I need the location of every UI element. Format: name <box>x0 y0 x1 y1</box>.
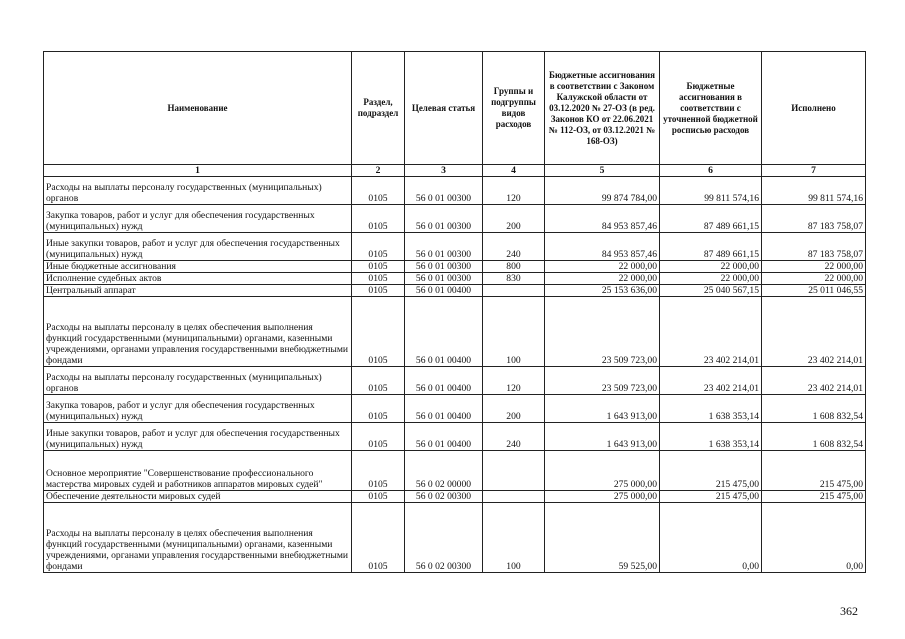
row-name: Иные закупки товаров, работ и услуг для обеспечения государственных (муниципальных) нужд <box>44 423 352 451</box>
row-name: Расходы на выплаты персоналу в целях обеспечения выполнения функций государственными (муниципальными) органами, казенными учреждениями, органами управления государственными внебюджетными фондами <box>44 297 352 367</box>
row-name: Основное мероприятие "Совершенствование профессионального мастерства мировых судей и работников аппаратов мировых судей" <box>44 451 352 491</box>
row-law-allocation: 23 509 723,00 <box>545 367 660 395</box>
row-name: Центральный аппарат <box>44 285 352 297</box>
row-executed: 1 608 832,54 <box>762 395 866 423</box>
row-law-allocation: 99 874 784,00 <box>545 177 660 205</box>
header-name: Наименование <box>44 52 352 165</box>
row-target: 56 0 02 00000 <box>405 451 483 491</box>
row-plan-allocation: 25 040 567,15 <box>660 285 762 297</box>
row-executed: 22 000,00 <box>762 261 866 273</box>
budget-table <box>43 51 866 573</box>
header-law-allocations: Бюджетные ассигнования в соответствии с Законом Калужской области от 03.12.2020 № 27-ОЗ (в ред. Законов КО от 22.06.2021 № 112-ОЗ, от 03.12.2021 № 168-ОЗ) <box>545 52 660 165</box>
column-number: 4 <box>483 165 545 177</box>
row-plan-allocation: 99 811 574,16 <box>660 177 762 205</box>
row-law-allocation: 23 509 723,00 <box>545 297 660 367</box>
row-section: 0105 <box>352 451 405 491</box>
row-name: Расходы на выплаты персоналу в целях обеспечения выполнения функций государственными (муниципальными) органами, казенными учреждениями, органами управления государственными внебюджетными фондами <box>44 503 352 573</box>
column-number-row <box>44 165 866 177</box>
row-target: 56 0 01 00300 <box>405 205 483 233</box>
table-row <box>44 297 866 367</box>
row-section: 0105 <box>352 285 405 297</box>
row-name: Закупка товаров, работ и услуг для обеспечения государственных (муниципальных) нужд <box>44 205 352 233</box>
row-executed: 87 183 758,07 <box>762 205 866 233</box>
row-plan-allocation: 23 402 214,01 <box>660 297 762 367</box>
row-plan-allocation: 22 000,00 <box>660 273 762 285</box>
row-section: 0105 <box>352 233 405 261</box>
row-target: 56 0 01 00400 <box>405 297 483 367</box>
row-law-allocation: 275 000,00 <box>545 491 660 503</box>
row-law-allocation: 25 153 636,00 <box>545 285 660 297</box>
row-name: Закупка товаров, работ и услуг для обеспечения государственных (муниципальных) нужд <box>44 395 352 423</box>
row-group: 800 <box>483 261 545 273</box>
row-target: 56 0 01 00400 <box>405 423 483 451</box>
row-name: Расходы на выплаты персоналу государственных (муниципальных) органов <box>44 367 352 395</box>
table-row <box>44 261 866 273</box>
row-plan-allocation: 215 475,00 <box>660 451 762 491</box>
table-row <box>44 205 866 233</box>
row-executed: 22 000,00 <box>762 273 866 285</box>
column-number: 3 <box>405 165 483 177</box>
row-plan-allocation: 23 402 214,01 <box>660 367 762 395</box>
header-groups: Группы и подгруппы видов расходов <box>483 52 545 165</box>
row-executed: 215 475,00 <box>762 491 866 503</box>
table-row <box>44 367 866 395</box>
row-name: Обеспечение деятельности мировых судей <box>44 491 352 503</box>
row-target: 56 0 01 00400 <box>405 367 483 395</box>
row-law-allocation: 22 000,00 <box>545 261 660 273</box>
row-group: 120 <box>483 177 545 205</box>
row-section: 0105 <box>352 205 405 233</box>
row-target: 56 0 02 00300 <box>405 503 483 573</box>
table-row <box>44 395 866 423</box>
row-plan-allocation: 1 638 353,14 <box>660 423 762 451</box>
table-row <box>44 273 866 285</box>
table-row <box>44 177 866 205</box>
table-row <box>44 491 866 503</box>
row-law-allocation: 22 000,00 <box>545 273 660 285</box>
row-plan-allocation: 215 475,00 <box>660 491 762 503</box>
row-section: 0105 <box>352 177 405 205</box>
row-group: 200 <box>483 205 545 233</box>
row-name: Иные бюджетные ассигнования <box>44 261 352 273</box>
column-number: 5 <box>545 165 660 177</box>
budget-table-sheet <box>43 51 865 573</box>
row-law-allocation: 1 643 913,00 <box>545 423 660 451</box>
row-group <box>483 285 545 297</box>
table-row <box>44 503 866 573</box>
header-plan-allocations: Бюджетные ассигнования в соответствии с уточненной бюджетной росписью расходов <box>660 52 762 165</box>
row-target: 56 0 01 00300 <box>405 261 483 273</box>
column-number: 1 <box>44 165 352 177</box>
table-row <box>44 451 866 491</box>
row-name: Иные закупки товаров, работ и услуг для обеспечения государственных (муниципальных) нужд <box>44 233 352 261</box>
row-executed: 87 183 758,07 <box>762 233 866 261</box>
row-section: 0105 <box>352 297 405 367</box>
row-section: 0105 <box>352 491 405 503</box>
table-row <box>44 233 866 261</box>
row-law-allocation: 84 953 857,46 <box>545 233 660 261</box>
row-executed: 1 608 832,54 <box>762 423 866 451</box>
row-executed: 25 011 046,55 <box>762 285 866 297</box>
column-number: 6 <box>660 165 762 177</box>
row-executed: 23 402 214,01 <box>762 367 866 395</box>
table-row <box>44 423 866 451</box>
row-target: 56 0 01 00400 <box>405 395 483 423</box>
row-group: 120 <box>483 367 545 395</box>
row-executed: 0,00 <box>762 503 866 573</box>
row-section: 0105 <box>352 395 405 423</box>
row-name: Расходы на выплаты персоналу государственных (муниципальных) органов <box>44 177 352 205</box>
header-executed: Исполнено <box>762 52 866 165</box>
row-group: 240 <box>483 423 545 451</box>
row-target: 56 0 01 00300 <box>405 177 483 205</box>
row-law-allocation: 84 953 857,46 <box>545 205 660 233</box>
row-executed: 99 811 574,16 <box>762 177 866 205</box>
row-section: 0105 <box>352 423 405 451</box>
row-law-allocation: 59 525,00 <box>545 503 660 573</box>
row-plan-allocation: 0,00 <box>660 503 762 573</box>
row-plan-allocation: 87 489 661,15 <box>660 233 762 261</box>
row-target: 56 0 02 00300 <box>405 491 483 503</box>
row-target: 56 0 01 00300 <box>405 233 483 261</box>
row-group <box>483 491 545 503</box>
column-number: 7 <box>762 165 866 177</box>
row-target: 56 0 01 00400 <box>405 285 483 297</box>
table-body <box>44 177 866 573</box>
row-group <box>483 451 545 491</box>
row-law-allocation: 275 000,00 <box>545 451 660 491</box>
page-number: 362 <box>840 604 858 618</box>
row-group: 240 <box>483 233 545 261</box>
row-plan-allocation: 87 489 661,15 <box>660 205 762 233</box>
header-target: Целевая статья <box>405 52 483 165</box>
header-row <box>44 52 866 165</box>
row-group: 100 <box>483 297 545 367</box>
row-name: Исполнение судебных актов <box>44 273 352 285</box>
row-section: 0105 <box>352 261 405 273</box>
row-section: 0105 <box>352 367 405 395</box>
row-executed: 215 475,00 <box>762 451 866 491</box>
row-plan-allocation: 1 638 353,14 <box>660 395 762 423</box>
row-group: 200 <box>483 395 545 423</box>
row-plan-allocation: 22 000,00 <box>660 261 762 273</box>
header-section: Раздел, подраздел <box>352 52 405 165</box>
row-law-allocation: 1 643 913,00 <box>545 395 660 423</box>
row-section: 0105 <box>352 273 405 285</box>
row-executed: 23 402 214,01 <box>762 297 866 367</box>
row-group: 100 <box>483 503 545 573</box>
column-number: 2 <box>352 165 405 177</box>
table-row <box>44 285 866 297</box>
row-section: 0105 <box>352 503 405 573</box>
row-target: 56 0 01 00300 <box>405 273 483 285</box>
row-group: 830 <box>483 273 545 285</box>
